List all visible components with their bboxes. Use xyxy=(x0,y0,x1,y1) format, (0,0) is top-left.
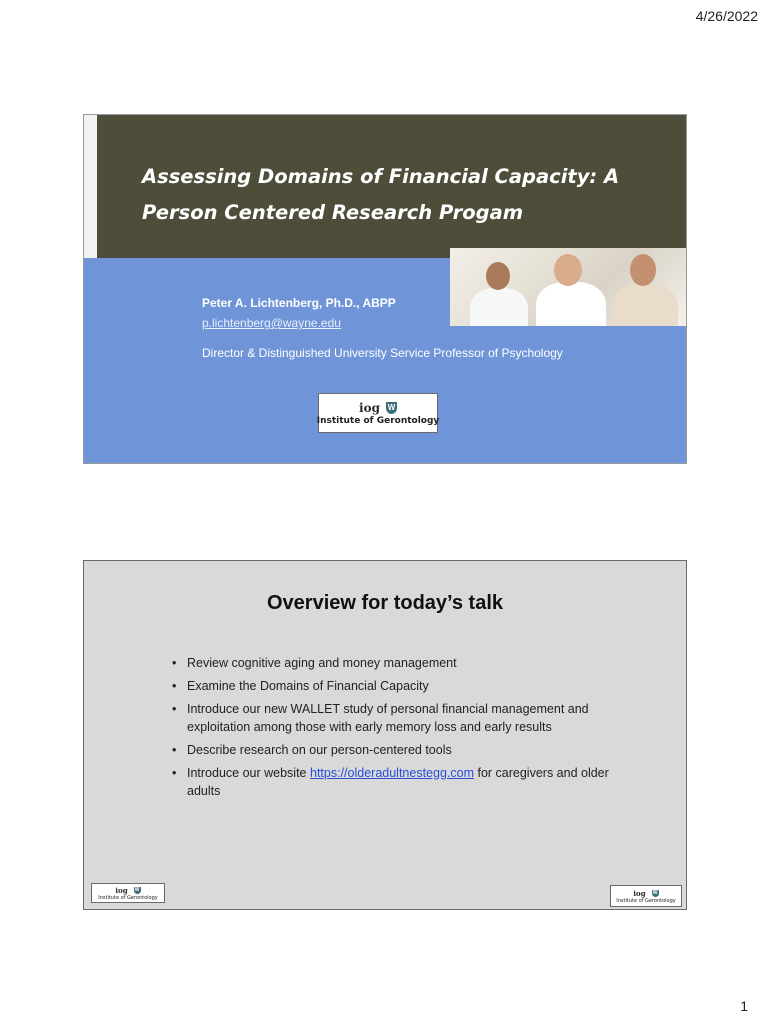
presenter-role: Director & Distinguished University Service Professor of Psychology xyxy=(202,346,563,360)
bullet-icon: • xyxy=(172,766,177,780)
shield-icon: W xyxy=(387,403,396,412)
title-band-stripe xyxy=(84,115,97,258)
bullet-list xyxy=(172,654,612,805)
institute-name: Institute of Gerontology xyxy=(616,897,676,904)
bullet-icon: • xyxy=(172,656,177,670)
title-band xyxy=(84,115,686,258)
website-link[interactable]: https://olderadultnestegg.com xyxy=(310,766,474,780)
list-item: • Introduce our new WALLET study of personal financial management and exploitation among those with early memory loss and early results xyxy=(172,702,589,734)
overview-slide xyxy=(83,560,687,910)
slide-title: Overview for today’s talk xyxy=(266,592,503,614)
page-date: 4/26/2022 xyxy=(695,8,758,24)
iog-logo-icon: iog xyxy=(359,400,380,415)
shield-icon: W xyxy=(652,890,658,896)
bullet-icon: • xyxy=(172,743,177,757)
iog-logo-icon: iog xyxy=(115,885,128,895)
presenter-name: Peter A. Lichtenberg, Ph.D., ABPP xyxy=(202,296,396,310)
list-item: • Describe research on our person-centered tools xyxy=(172,743,452,757)
institute-logo-left xyxy=(91,883,165,903)
researchers-photo xyxy=(450,248,687,326)
bullet-icon: • xyxy=(172,679,177,693)
list-item: • Introduce our website https://olderadultnestegg.com for caregivers and older adults xyxy=(172,766,609,798)
bullet-icon: • xyxy=(172,702,177,716)
title-slide xyxy=(83,114,687,464)
page-number: 1 xyxy=(740,998,748,1014)
shield-icon: W xyxy=(134,887,140,893)
institute-name: Institute of Gerontology xyxy=(316,415,440,426)
institute-logo xyxy=(318,393,438,433)
list-item: • Review cognitive aging and money management xyxy=(172,656,457,670)
list-item: • Examine the Domains of Financial Capacity xyxy=(172,679,429,693)
institute-name: Institute of Gerontology xyxy=(98,894,158,901)
presenter-email-link[interactable]: p.lichtenberg@wayne.edu xyxy=(202,316,341,330)
iog-logo-icon: iog xyxy=(633,888,646,898)
slide-title: Assessing Domains of Financial Capacity: A Person Centered Research Progam xyxy=(142,165,620,224)
institute-logo-right xyxy=(610,885,682,907)
